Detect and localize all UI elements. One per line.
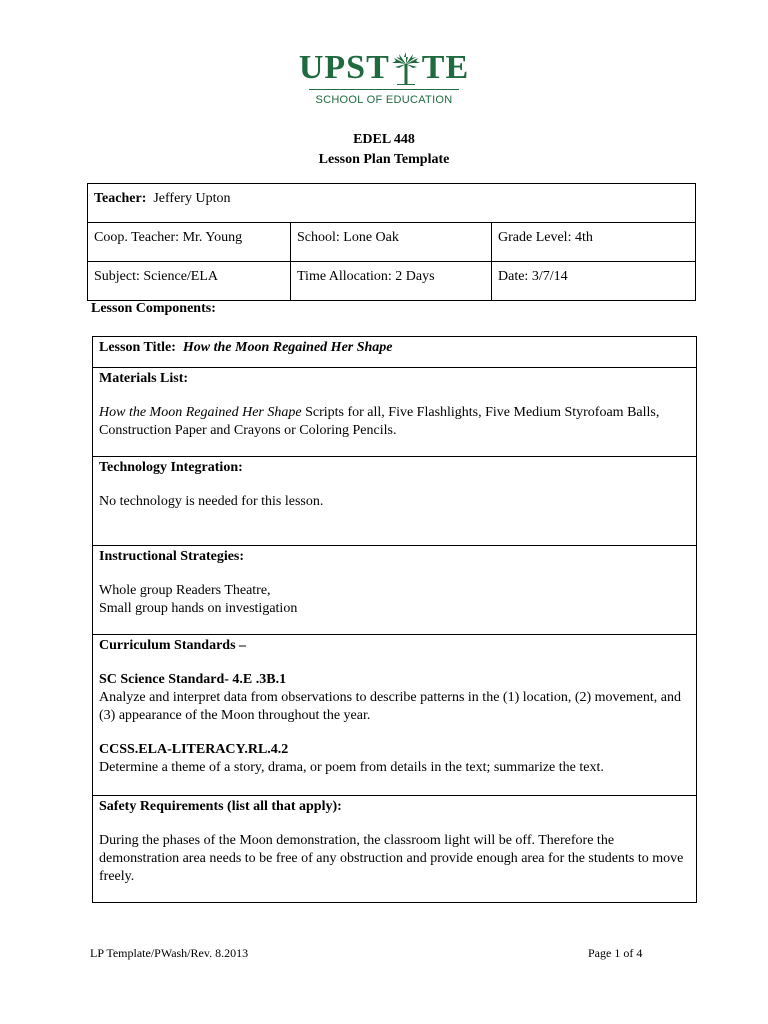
strategies-line-1: Whole group Readers Theatre,	[99, 583, 271, 598]
subject-cell: Subject: Science/ELA	[88, 262, 291, 301]
standards-label: Curriculum Standards –	[99, 638, 247, 653]
table-row	[88, 184, 696, 223]
lesson-components-heading: Lesson Components:	[91, 301, 216, 316]
footer-template-revision: LP Template/PWash/Rev. 8.2013	[90, 946, 249, 960]
lesson-title-label: Lesson Title:	[99, 340, 176, 355]
table-row	[93, 635, 697, 796]
strategies-line-2: Small group hands on investigation	[99, 601, 298, 616]
document-header	[0, 130, 768, 170]
logo-subtitle: SCHOOL OF EDUCATION	[315, 94, 453, 106]
ccss-text: Determine a theme of a story, drama, or poem from details in the text; summarize the text.	[99, 760, 604, 775]
strategies-label: Instructional Strategies:	[99, 549, 245, 564]
sc-standard-text: Analyze and interpret data from observations to describe patterns in the (1) location, (2) movement, and (3) appearance of the Moon throughout the year.	[99, 690, 681, 723]
teacher-info-table	[87, 183, 696, 301]
ccss-heading: CCSS.ELA-LITERACY.RL.4.2	[99, 742, 289, 757]
standards-cell	[93, 635, 697, 796]
safety-text: During the phases of the Moon demonstration, the classroom light will be off. Therefore the demonstration area needs to be free of any obstruction and provide enough area for the students to move freely.	[99, 833, 684, 884]
coop-teacher-cell: Coop. Teacher: Mr. Young	[88, 223, 291, 262]
materials-cell	[93, 368, 697, 457]
logo-word-right: TE	[421, 49, 470, 86]
materials-label: Materials List:	[99, 371, 189, 386]
grade-level-cell: Grade Level: 4th	[492, 223, 696, 262]
upstate-logo	[0, 50, 768, 106]
logo-wordmark	[299, 50, 469, 86]
footer-page-number: Page 1 of 4	[588, 946, 643, 960]
technology-text: No technology is needed for this lesson.	[99, 494, 324, 509]
materials-text	[99, 404, 690, 440]
table-row	[88, 262, 696, 301]
table-row	[93, 457, 697, 546]
logo-word-left: UPST	[298, 49, 390, 86]
strategies-cell	[93, 546, 697, 635]
technology-cell	[93, 457, 697, 546]
safety-cell	[93, 796, 697, 903]
palmetto-tree-icon	[391, 52, 421, 86]
materials-items: Scripts for all, Five Flashlights, Five Medium Styrofoam Balls, Construction Paper and Crayons or Coloring Pencils.	[99, 405, 660, 438]
table-row	[93, 546, 697, 635]
sc-standard-heading: SC Science Standard- 4.E .3B.1	[99, 672, 287, 687]
school-cell: School: Lone Oak	[291, 223, 492, 262]
lesson-components-table	[92, 336, 697, 903]
technology-label: Technology Integration:	[99, 460, 243, 475]
date-cell: Date: 3/7/14	[492, 262, 696, 301]
teacher-cell	[88, 184, 696, 223]
teacher-label: Teacher:	[94, 191, 147, 206]
table-row	[88, 223, 696, 262]
safety-label: Safety Requirements (list all that apply):	[99, 799, 342, 814]
course-code: EDEL 448	[353, 132, 415, 147]
lesson-title-cell	[93, 337, 697, 368]
lesson-title-value: How the Moon Regained Her Shape	[182, 340, 393, 355]
table-row	[93, 796, 697, 903]
time-allocation-cell: Time Allocation: 2 Days	[291, 262, 492, 301]
teacher-value: Jeffery Upton	[153, 191, 231, 206]
logo-divider	[309, 89, 459, 90]
materials-script-title: How the Moon Regained Her Shape	[99, 405, 302, 420]
document-title: Lesson Plan Template	[318, 152, 450, 167]
table-row	[93, 368, 697, 457]
table-row	[93, 337, 697, 368]
